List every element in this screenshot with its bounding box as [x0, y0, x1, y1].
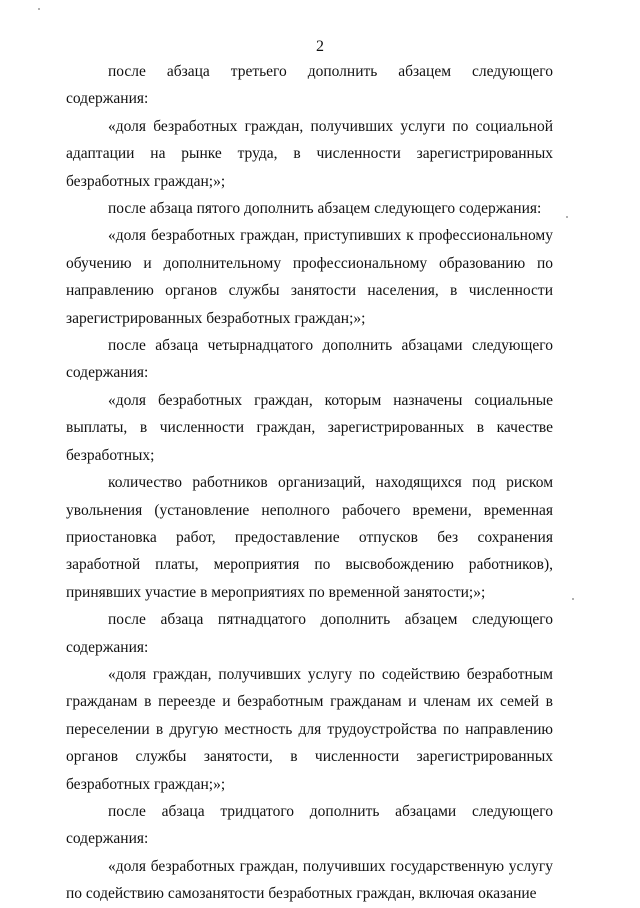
paragraph: «доля безработных граждан, приступивших к профессиональному обучению и дополнительному профессиональному образованию по направлению органов службы занятости населения, в численности зарегистрированных безработных граждан;»; [66, 227, 553, 327]
paragraph: после абзаца тридцатого дополнить абзацами следующего содержания: [66, 802, 553, 848]
scan-speck [38, 8, 40, 10]
scan-speck [572, 598, 574, 600]
paragraph: после абзаца пятого дополнить абзацем следующего содержания: [108, 200, 542, 218]
paragraph: «доля безработных граждан, получивших государственную услугу по содействию самозанятости безработных граждан, включая оказание [66, 857, 553, 903]
page-number: 2 [316, 38, 324, 55]
scan-speck [566, 216, 568, 218]
paragraph: «доля безработных граждан, получивших услуги по социальной адаптации на рынке труда, в численности зарегистрированных безработных граждан;»; [66, 117, 553, 190]
paragraph: «доля безработных граждан, которым назначены социальные выплаты, в численности граждан, зарегистрированных в качестве безработных; [66, 391, 553, 464]
paragraph: после абзаца четырнадцатого дополнить абзацами следующего содержания: [66, 337, 553, 382]
paragraph: количество работников организаций, находящихся под риском увольнения (установление неполного рабочего времени, временная приостановка работ, предоставление отпусков без сохранения заработной платы, мероприятия по высвобождению работников), принявших участие в мероприятиях по временной занятости;»; [66, 474, 553, 601]
paragraph: после абзаца пятнадцатого дополнить абзацем следующего содержания: [66, 611, 553, 656]
paragraph: «доля граждан, получивших услугу по содействию безработным гражданам в переезде и безработным гражданам и членам их семей в переселении в другую местность для трудоустройства по направлению органов службы занятости, в численности зарегистрированных безработных граждан;»; [66, 665, 553, 793]
paragraph: после абзаца третьего дополнить абзацем следующего содержания: [66, 63, 553, 108]
document-body [66, 58, 553, 908]
